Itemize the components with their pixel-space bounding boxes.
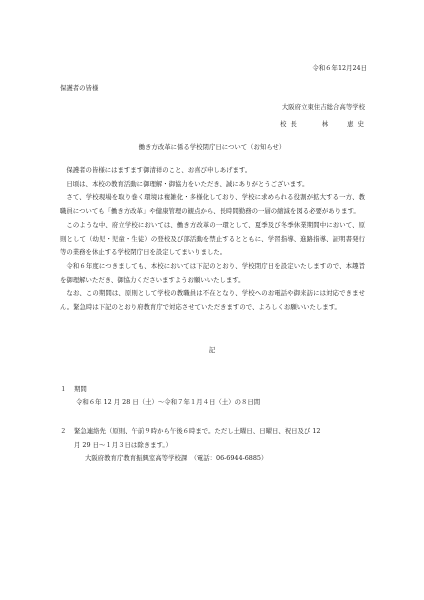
sender-principal <box>280 120 365 128</box>
ki-heading: 記 <box>208 346 216 354</box>
item-2-heading <box>60 427 321 435</box>
item-2-number: ２ <box>60 427 67 435</box>
body-paragraph: このような中、府立学校においては、働き方改革の一環として、夏季及び冬季休業期間中において、原則として（幼児・児童・生徒）の登校及び部活動を禁止するとともに、学習指導、進路指導、証明書発行等の業務を休止する学校閉庁日を設定してまいりました。 <box>60 220 365 257</box>
item-2-contact: 大阪府教育庁教育振興室高等学校課 （電話：06-6944-6885） <box>85 454 268 462</box>
body-paragraph: 保護者の皆様にはますます御清祥のこと、お喜び申しあげます。 <box>66 166 252 174</box>
sender-school-name: 大阪府立東住吉総合高等学校 <box>281 103 365 111</box>
item-1-number: １ <box>60 385 67 393</box>
item-1-period-text: 令和６年 12 月 28 日（土）～令和７年１月４日（土）の８日間 <box>76 398 261 406</box>
body-paragraph: 日頃は、本校の教育活動に御理解・御協力をいただき、誠にありがとうございます。 <box>66 179 309 188</box>
sender-name-family: 林 <box>321 120 330 128</box>
item-2-title: 緊急連絡先（原則、午前９時から午後６時まで。ただし土曜日、日曜日、祝日及び 12 <box>74 427 321 435</box>
document-date: 令和６年12月24日 <box>312 64 367 72</box>
sender-role: 校 長 <box>279 120 298 128</box>
item-1-title: 期間 <box>74 385 87 393</box>
item-2-continuation: 月 29 日～１月３日は除きます。） <box>74 441 172 449</box>
notice-title: 働き方改革に係る学校閉庁日について（お知らせ） <box>138 143 286 151</box>
body-paragraph: 令和６年度につきましても、本校においては下記のとおり、学校閉庁日を設定いたしますので、本趣旨を御理解いただき、御協力くださいますようお願いいたします。 <box>60 261 365 284</box>
body-paragraph: さて、学校現場を取り巻く環境は複雑化・多様化しており、学校に求められる役割が拡大する一方、教職員についても「働き方改革」や健康管理の観点から、長時間勤務の一層の縮減を図る必要があります。 <box>60 193 365 216</box>
sender-name-given: 恵 史 <box>347 120 365 128</box>
body-paragraph: なお、この期間は、原則として学校の教職員は不在となり、学校へのお電話や御来訪には対応できません。緊急時は下記のとおり府教育庁で対応させていただきますので、よろしくお願いいたします。 <box>60 289 365 312</box>
notice-body <box>60 164 365 315</box>
recipient-line: 保護者の皆様 <box>60 84 99 92</box>
item-1-heading <box>60 385 87 393</box>
